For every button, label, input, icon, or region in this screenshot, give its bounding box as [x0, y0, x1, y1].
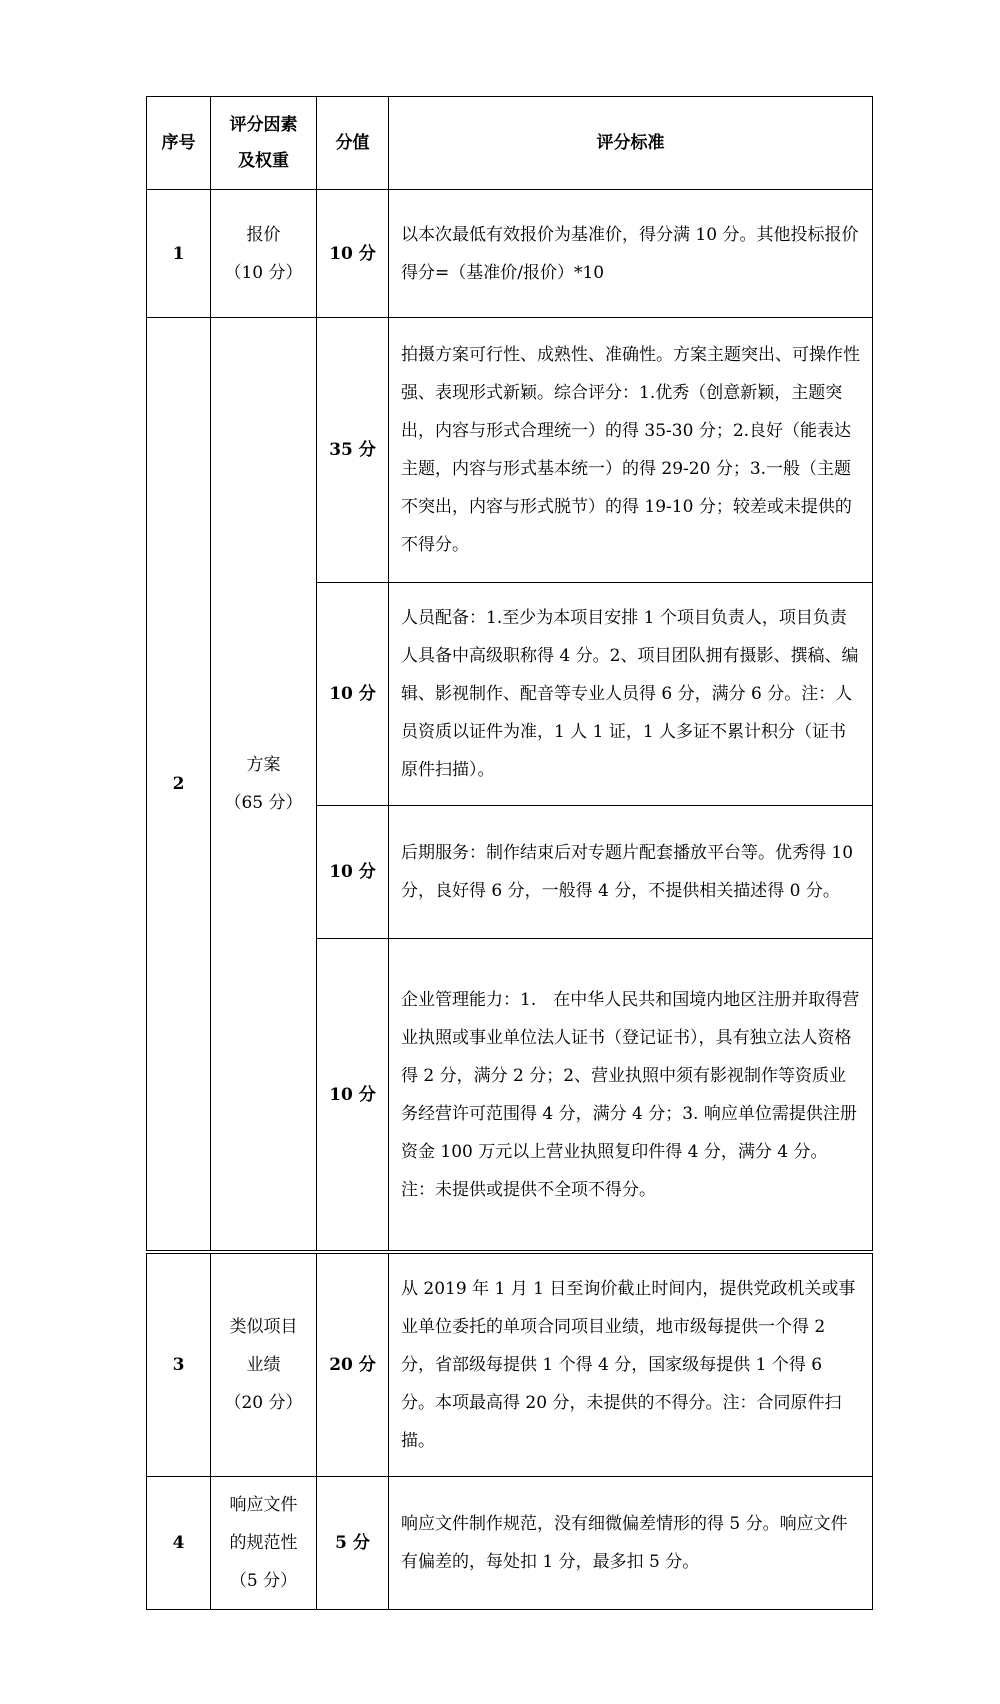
header-factor-line2: 及权重 [238, 151, 289, 171]
row-criteria: 人员配备：1.至少为本项目安排 1 个项目负责人，项目负责人具备中高级职称得 4 分。2、项目团队拥有摄影、撰稿、编辑、影视制作、配音等专业人员得 6 分，满分 6 分。注：人员资质以证件为准，1 人 1 证，1 人多证不累计积分（证书原件扫描）。 [389, 583, 873, 806]
row-criteria: 拍摄方案可行性、成熟性、准确性。方案主题突出、可操作性强、表现形式新颖。综合评分：1.优秀（创意新颖，主题突出，内容与形式合理统一）的得 35-30 分；2.良好（能表达主题，内容与形式基本统一）的得 29-20 分；3.一般（主题不突出，内容与形式脱节）的得 19-10 分；较差或未提供的不得分。 [389, 318, 873, 583]
row-score: 5 分 [317, 1477, 389, 1610]
header-factor [211, 97, 317, 190]
row-factor [211, 1477, 317, 1610]
row-criteria: 响应文件制作规范，没有细微偏差情形的得 5 分。响应文件有偏差的，每处扣 1 分，最多扣 5 分。 [389, 1477, 873, 1610]
row-score: 10 分 [317, 806, 389, 939]
header-row [147, 97, 873, 190]
header-criteria: 评分标准 [389, 97, 873, 190]
row-factor-line1: 类似项目 [229, 1317, 298, 1337]
row-factor-line2: （10 分） [224, 262, 303, 283]
row-score: 10 分 [317, 190, 389, 318]
row-seq: 1 [147, 190, 211, 318]
row-factor [211, 190, 317, 318]
row-factor-line1: 报价 [246, 224, 281, 245]
table-row [147, 1254, 873, 1477]
scoring-table-part-2 [146, 1253, 873, 1610]
row-seq: 3 [147, 1254, 211, 1477]
row-factor-line2: （65 分） [224, 793, 303, 813]
row-factor-line2: 的规范性 [229, 1533, 298, 1553]
row-seq: 4 [147, 1477, 211, 1610]
row-score: 35 分 [317, 318, 389, 583]
row-score: 10 分 [317, 939, 389, 1251]
scoring-table-part-1 [146, 96, 873, 1251]
table-row [147, 1477, 873, 1610]
row-criteria: 企业管理能力：1. 在中华人民共和国境内地区注册并取得营业执照或事业单位法人证书（登记证书），具有独立法人资格得 2 分，满分 2 分；2、营业执照中须有影视制作等资质业务经营许可范围得 4 分，满分 4 分；3. 响应单位需提供注册资金 100 万元以上营业执照复印件得 4 分，满分 4 分。注：未提供或提供不全项不得分。 [389, 939, 873, 1251]
row-seq: 2 [147, 318, 211, 1251]
header-seq: 序号 [147, 97, 211, 190]
table-row [147, 190, 873, 318]
header-score: 分值 [317, 97, 389, 190]
row-criteria: 后期服务：制作结束后对专题片配套播放平台等。优秀得 10 分，良好得 6 分，一般得 4 分，不提供相关描述得 0 分。 [389, 806, 873, 939]
row-factor-line1: 方案 [246, 755, 281, 775]
row-criteria: 从 2019 年 1 月 1 日至询价截止时间内，提供党政机关或事业单位委托的单项合同项目业绩，地市级每提供一个得 2 分，省部级每提供 1 个得 4 分，国家级每提供 1 个得 6 分。本项最高得 20 分，未提供的不得分。注：合同原件扫描。 [389, 1254, 873, 1477]
row-criteria: 以本次最低有效报价为基准价，得分满 10 分。其他投标报价得分=（基准价/报价）*10 [389, 190, 873, 318]
row-factor [211, 318, 317, 1251]
row-factor [211, 1254, 317, 1477]
table-row [147, 318, 873, 583]
row-score: 10 分 [317, 583, 389, 806]
header-factor-line1: 评分因素 [229, 115, 298, 135]
row-factor-line3: （5 分） [229, 1571, 298, 1591]
row-score: 20 分 [317, 1254, 389, 1477]
row-factor-line1: 响应文件 [229, 1495, 298, 1515]
row-factor-line2: 业绩 [246, 1355, 281, 1375]
row-factor-line3: （20 分） [224, 1393, 303, 1413]
